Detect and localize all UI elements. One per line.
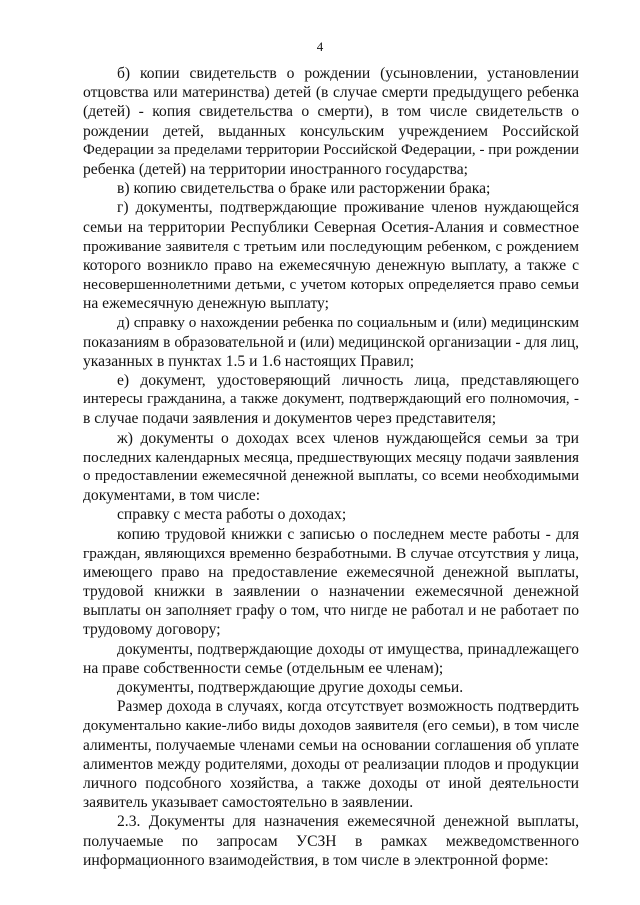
text-line: информационного взаимодействия, в том числе в электронной форме: <box>83 851 549 869</box>
text-line: трудовому договору; <box>83 621 221 639</box>
text-line: г) документы, подтверждающие проживание членов нуждающейся <box>117 199 579 217</box>
text-line: выплаты он заполняет графу о том, что нигде не работал и не работает по <box>83 602 579 620</box>
text-line: документы, подтверждающие доходы от имущества, принадлежащего <box>117 640 579 658</box>
text-line: алиментов между родителями, доходы от реализации плодов и продукции <box>83 755 579 773</box>
text-line: ж) документы о доходах всех членов нуждающейся семьи за три <box>117 429 579 447</box>
text-line: ребенка (детей) на территории иностранного государства; <box>83 160 468 178</box>
text-line: алименты, получаемые членами семьи на основании соглашения об уплате <box>83 736 579 754</box>
text-line: показаниям в образовательной и (или) медицинской организации - для лиц, <box>83 333 579 351</box>
text-line: справку с места работы о доходах; <box>117 506 347 524</box>
text-line: документально какие-либо виды доходов заявителя (его семьи), в том числе <box>83 717 579 735</box>
text-line: несовершеннолетними детьми, с учетом которых определяется право семьи <box>83 276 579 294</box>
text-line: (детей) - копия свидетельства о смерти), в том числе свидетельств о <box>83 103 579 121</box>
text-line: получаемые по запросам УСЗН в рамках межведомственного <box>83 832 579 850</box>
text-line: граждан, являющихся временно безработными. В случае отсутствия у лица, <box>83 544 579 562</box>
text-line: последних календарных месяца, предшествующих месяцу подачи заявления <box>83 448 579 466</box>
text-line: 2.3. Документы для назначения ежемесячной денежной выплаты, <box>117 813 579 831</box>
text-line: документы, подтверждающие другие доходы семьи. <box>117 679 464 696</box>
text-line: Размер дохода в случаях, когда отсутствует возможность подтвердить <box>117 698 579 716</box>
text-line: на праве собственности семье (отдельным ее членам); <box>83 659 444 677</box>
text-line: личного подсобного хозяйства, а также доходы от иной деятельности <box>83 774 579 792</box>
text-line: д) справку о нахождении ребенка по социальным и (или) медицинским <box>117 314 579 332</box>
text-line: о предоставлении ежемесячной денежной выплаты, со всеми необходимыми <box>83 467 579 484</box>
text-line: в) копию свидетельства о браке или расторжении брака; <box>117 180 491 198</box>
text-line: в случае подачи заявления и документов через представителя; <box>83 410 497 428</box>
text-line: трудовой книжки в заявлении о назначении ежемесячной денежной <box>83 583 579 601</box>
text-line: копию трудовой книжки с записью о последнем месте работы - для <box>117 525 579 543</box>
text-line: отцовства или материнства) детей (в случае смерти предыдущего ребенка <box>83 84 579 102</box>
text-line: б) копии свидетельств о рождении (усыновлении, установлении <box>117 65 579 82</box>
text-line: рождении детей, выданных консульским учреждением Российской <box>83 122 579 140</box>
text-line: которого возникло право на ежемесячную денежную выплату, а также с <box>83 256 579 274</box>
text-line: указанных в пунктах 1.5 и 1.6 настоящих Правил; <box>83 352 415 370</box>
text-line: интересы гражданина, а также документ, подтверждающий его полномочия, - <box>83 391 579 408</box>
page-number: 4 <box>316 39 324 54</box>
text-line: семьи на территории Республики Северная Осетия-Алания и совместное <box>83 218 579 236</box>
text-line: имеющего право на предоставление ежемесячной денежной выплаты, <box>83 563 579 581</box>
text-line: проживание заявителя с третьим или последующим ребенком, с рождением <box>83 237 579 255</box>
text-line: е) документ, удостоверяющий личность лица, представляющего <box>117 372 579 389</box>
text-line: Федерации за пределами территории Российской Федерации, - при рождении <box>83 141 579 158</box>
document-body <box>83 64 579 870</box>
text-line: документами, в том числе: <box>83 487 261 505</box>
text-line: заявитель указывает самостоятельно в заявлении. <box>83 794 414 812</box>
text-line: на ежемесячную денежную выплату; <box>83 295 329 313</box>
